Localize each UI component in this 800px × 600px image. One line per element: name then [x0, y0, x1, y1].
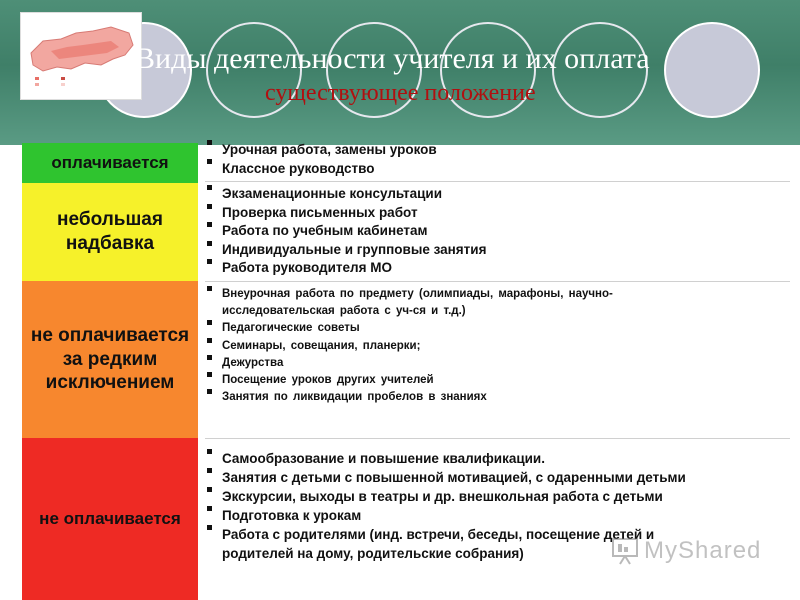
- small-bonus-list: [205, 185, 790, 278]
- list-item: Посещение уроков других учителей: [205, 372, 790, 389]
- row-divider: [205, 181, 790, 182]
- list-item: Дежурства: [205, 355, 790, 372]
- list-item: Занятия по ликвидации пробелов в знаниях: [205, 389, 790, 406]
- list-item: Индивидуальные и групповые занятия: [205, 241, 790, 260]
- list-item: Педагогические советы: [205, 320, 790, 337]
- list-item: Проверка письменных работ: [205, 204, 790, 223]
- row-divider: [205, 281, 790, 282]
- list-item: родителей на дому, родительские собрания): [222, 546, 524, 561]
- category-label: не оплачивается за редким исключением: [30, 324, 190, 394]
- category-small-bonus: [22, 183, 198, 281]
- page-subtitle: существующее положение: [265, 80, 536, 106]
- list-item: Внеурочная работа по предмету (олимпиады, марафоны, научно-: [205, 286, 790, 303]
- watermark: [610, 536, 761, 566]
- category-label: не оплачивается: [39, 509, 181, 529]
- list-item: Подготовка к урокам: [205, 506, 790, 525]
- list-item: Урочная работа, замены уроков: [205, 140, 790, 159]
- category-label: небольшая надбавка: [57, 209, 163, 254]
- slide-header: [0, 0, 800, 145]
- list-item: Экскурсии, выходы в театры и др. внешкольная работа с детьми: [205, 487, 790, 506]
- watermark-text: MyShared: [644, 537, 762, 564]
- rarely-paid-list: [205, 286, 790, 406]
- category-paid: [22, 143, 198, 183]
- paid-list: [205, 140, 790, 178]
- list-item: исследовательская работа с уч-ся и т.д.): [222, 305, 466, 318]
- list-item: Семинары, совещания, планерки;: [205, 338, 790, 355]
- list-item: Работа с родителями (инд. встречи, беседы, посещение детей и: [205, 525, 790, 544]
- category-unpaid: [22, 438, 198, 600]
- row-divider: [205, 438, 790, 439]
- list-item: Классное руководство: [205, 159, 790, 178]
- category-rarely-paid: [22, 281, 198, 438]
- list-item: Самообразование и повышение квалификации.: [205, 449, 790, 468]
- list-item: Работа по учебным кабинетам: [205, 222, 790, 241]
- list-item: Работа руководителя МО: [205, 259, 790, 278]
- russia-map-image: [20, 12, 142, 100]
- map-icon: [21, 13, 141, 99]
- category-label: оплачивается: [51, 153, 169, 173]
- page-title: Виды деятельности учителя и их оплата: [135, 42, 650, 75]
- list-item: Экзаменационные консультации: [205, 185, 790, 204]
- list-item: Занятия с детьми с повышенной мотивацией, с одаренными детьми: [205, 468, 790, 487]
- presentation-icon: [610, 536, 640, 566]
